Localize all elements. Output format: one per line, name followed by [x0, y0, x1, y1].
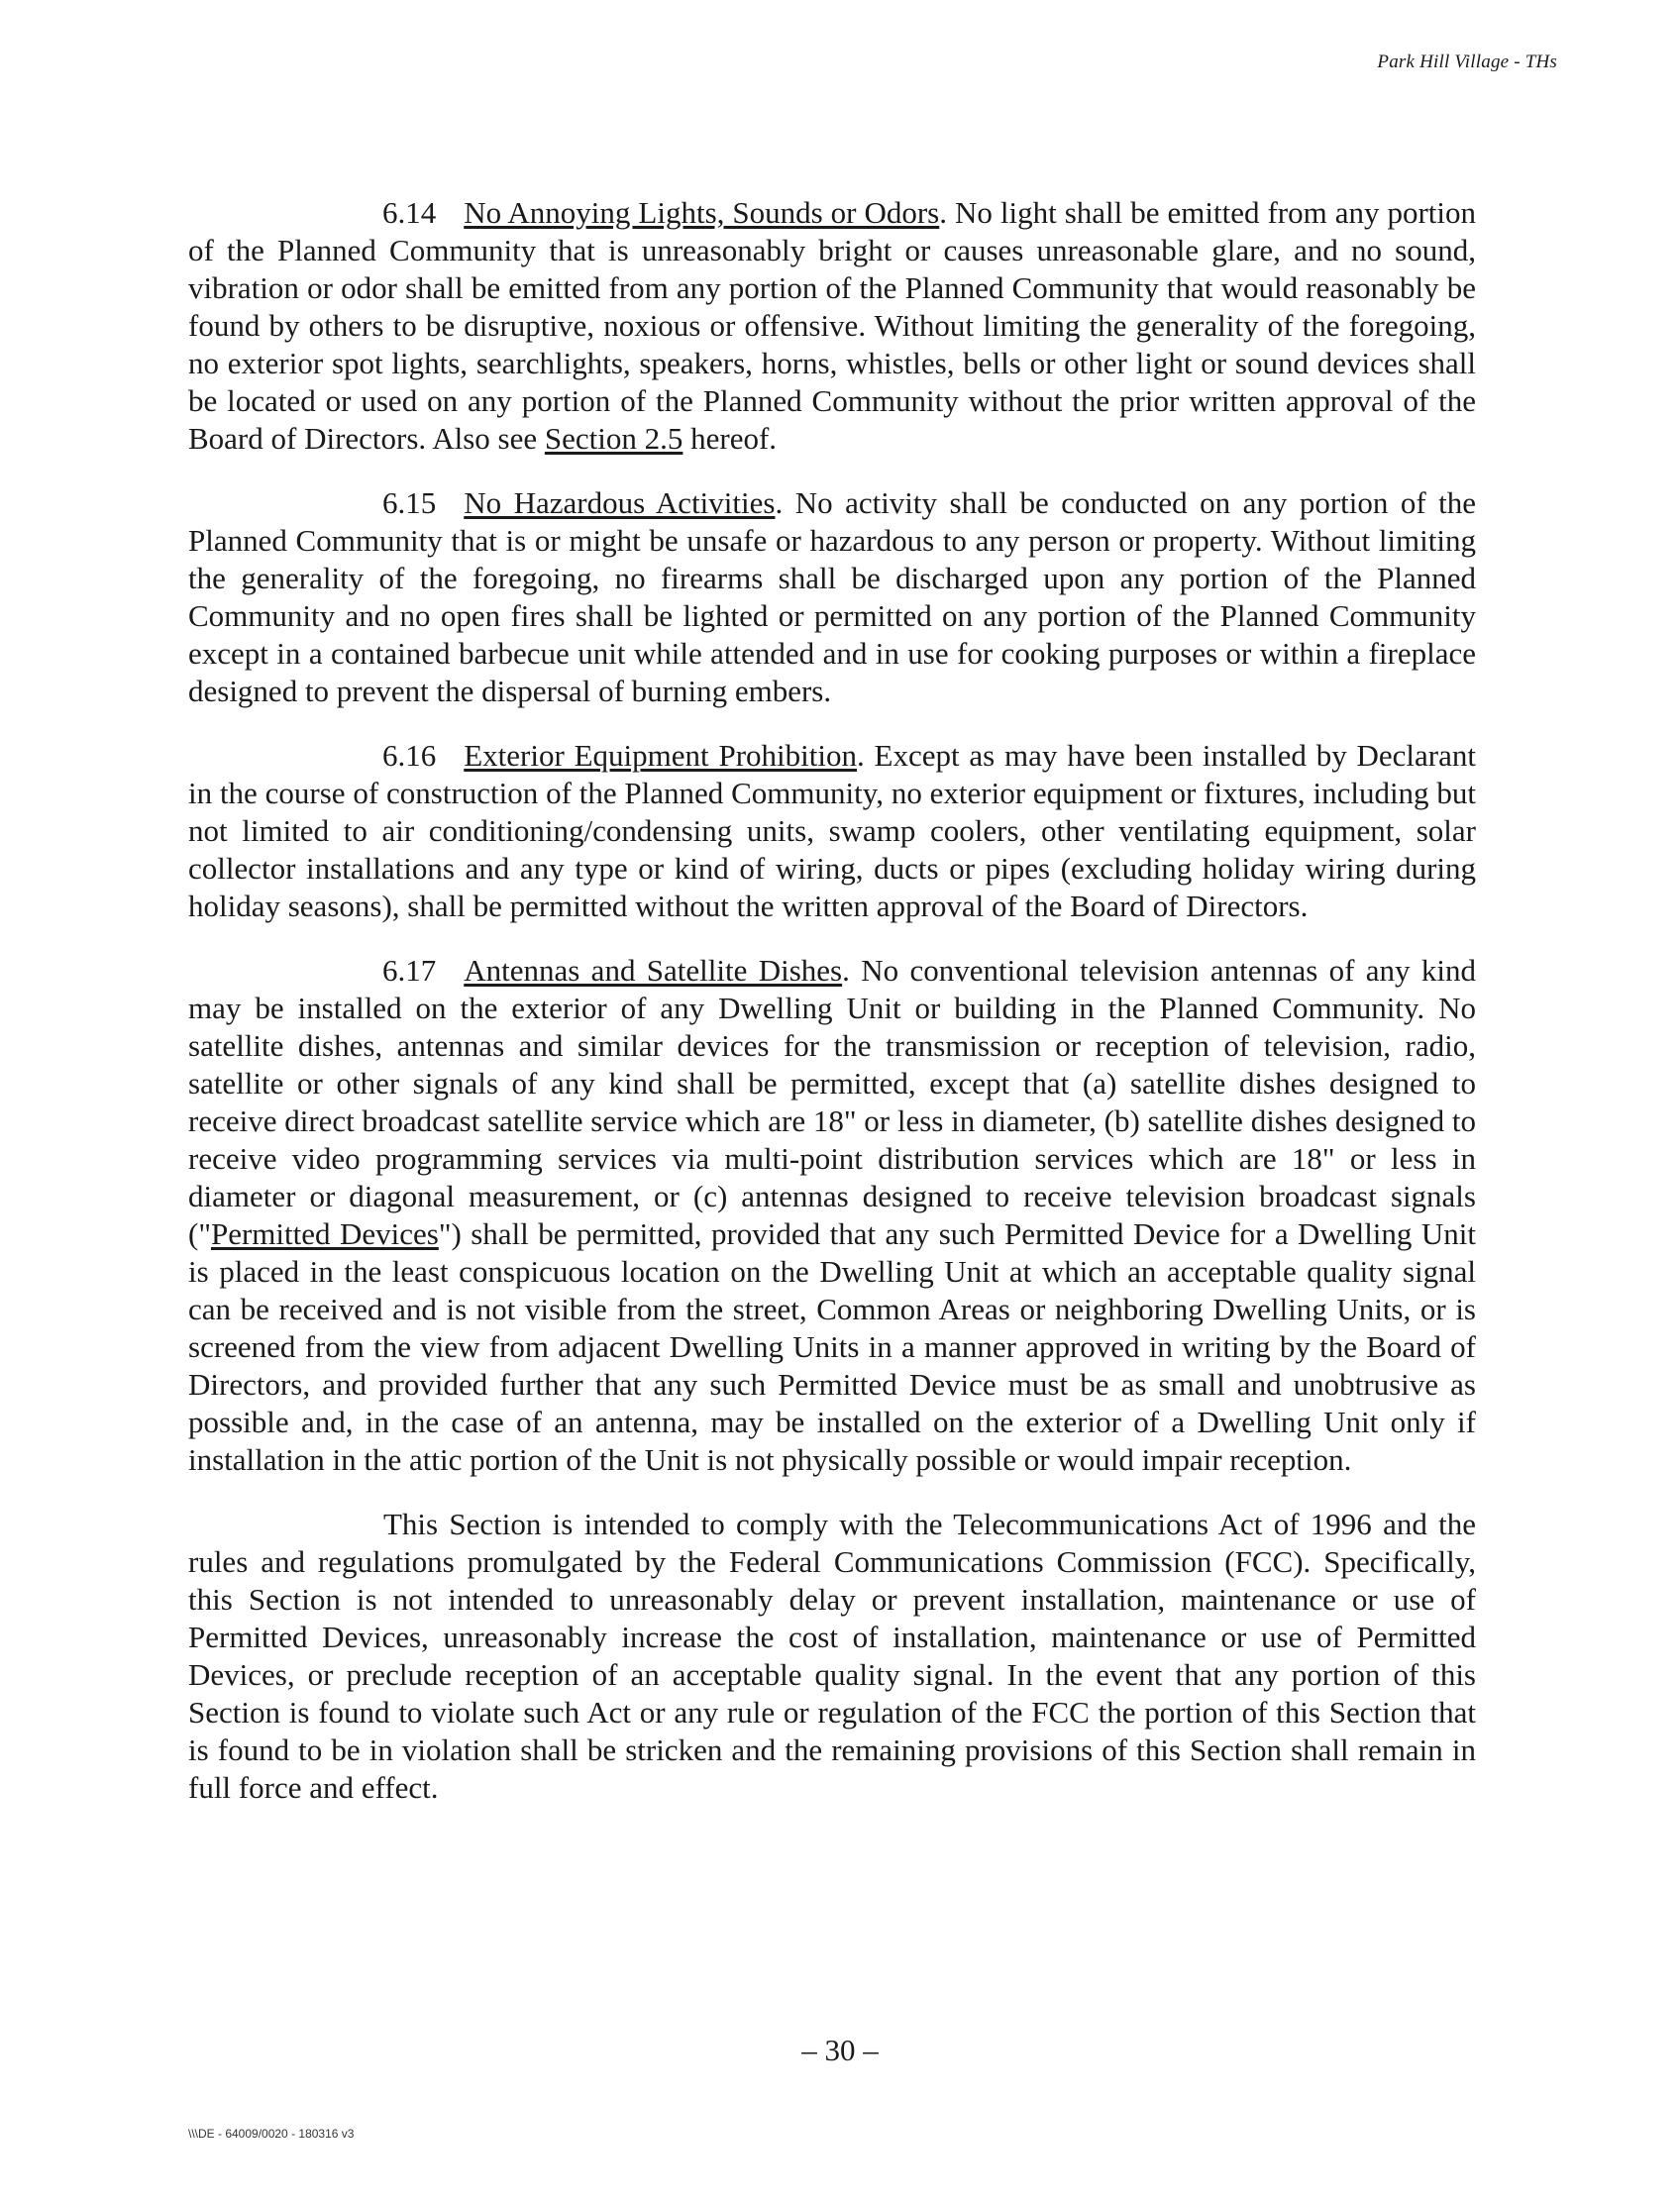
section-text: No light shall be emitted from any portion of the Planned Community that is unreasonably bright or causes unreasonable glare, and no sound, vibration or odor shall be emitted from any portion of the Planned Community that would reasonably be found by others to be disruptive, noxious or offensive. Without limiting the generality of the foregoing, no exterior spot lights, searchlights, speakers, horns, whistles, bells or other light or sound devices shall be located or used on any portion of the Planned Community without the prior written approval of the Board of Directors. Also see: [188, 195, 1477, 456]
running-header: Park Hill Village - THs: [1377, 52, 1557, 72]
document-body: [188, 194, 1476, 1834]
section-text: No activity shall be conducted on any portion of the Planned Community that is or might be unsafe or hazardous to any person or property. Without limiting the generality of the foregoing, no firearms shall be discharged upon any portion of the Planned Community and no open fires shall be lighted or permitted on any portion of the Planned Community except in a contained barbecue unit while attended and in use for cooking purposes or within a fireplace designed to prevent the dispersal of burning embers.: [188, 485, 1477, 708]
section-heading: Exterior Equipment Prohibition: [464, 738, 857, 773]
section-6-16: 6.16 Exterior Equipment Prohibition. Except as may have been installed by Declarant in the course of construction of the Planned Community, no exterior equipment or fixtures, including but not limited to air conditioning/condensing units, swamp coolers, other ventilating equipment, solar collector installations and any type or kind of wiring, ducts or pipes (excluding holiday wiring during holiday seasons), shall be permitted without the written approval of the Board of Directors.: [188, 738, 1476, 923]
section-6-17: 6.17 Antennas and Satellite Dishes. No conventional television antennas of any kind may be installed on the exterior of any Dwelling Unit or building in the Planned Community. No satellite dishes, antennas and similar devices for the transmission or reception of television, radio, satellite or other signals of any kind shall be permitted, except that (a) satellite dishes designed to receive direct broadcast satellite service which are 18" or less in diameter, (b) satellite dishes designed to receive video programming services via multi-point distribution services which are 18" or less in diameter or diagonal measurement, or (c) antennas designed to receive television broadcast signals ("Permitted Devices") shall be permitted, provided that any such Permitted Device for a Dwelling Unit is placed in the least conspicuous location on the Dwelling Unit at which an acceptable quality signal can be received and is not visible from the street, Common Areas or neighboring Dwelling Units, or is screened from the view from adjacent Dwelling Units in a manner approved in writing by the Board of Directors, and provided further that any such Permitted Device must be as small and unobtrusive as possible and, in the case of an antenna, may be installed on the exterior of a Dwelling Unit only if installation in the attic portion of the Unit is not physically possible or would impair reception.: [188, 953, 1477, 1477]
section-heading: Antennas and Satellite Dishes: [464, 953, 843, 988]
section-6-14: 6.14 No Annoying Lights, Sounds or Odors. No light shall be emitted from any portion of the Planned Community that is unreasonably bright or causes unreasonable glare, and no sound, vibration or odor shall be emitted from any portion of the Planned Community that would reasonably be found by others to be disruptive, noxious or offensive. Without limiting the generality of the foregoing, no exterior spot lights, searchlights, speakers, horns, whistles, bells or other light or sound devices shall be located or used on any portion of the Planned Community without the prior written approval of the Board of Directors. Also see Section 2.5 hereof.: [188, 195, 1477, 456]
section-text-end: hereof.: [690, 421, 778, 456]
page-number: – 30 –: [801, 2033, 879, 2067]
section-heading: No Hazardous Activities: [464, 485, 776, 520]
document-reference: \\\DE - 64009/0020 - 180316 v3: [188, 2127, 355, 2141]
section-text: No conventional television antennas of any kind may be installed on the exterior of any Dwelling Unit or building in the Planned Community. No satellite dishes, antennas and similar devices for the transmission or reception of television, radio, satellite or other signals of any kind shall be permitted, except that (a) satellite dishes designed to receive direct broadcast satellite service which are 18" or less in diameter, (b) satellite dishes designed to receive video programming services via multi-point distribution services which are 18" or less in diameter or diagonal measurement, or (c) antennas designed to receive television broadcast signals (": [188, 953, 1477, 1251]
section-heading: No Annoying Lights, Sounds or Odors: [464, 195, 940, 230]
section-6-15: 6.15 No Hazardous Activities. No activity shall be conducted on any portion of the Planned Community that is or might be unsafe or hazardous to any person or property. Without limiting the generality of the foregoing, no firearms shall be discharged upon any portion of the Planned Community and no open fires shall be lighted or permitted on any portion of the Planned Community except in a contained barbecue unit while attended and in use for cooking purposes or within a fireplace designed to prevent the dispersal of burning embers.: [188, 485, 1477, 708]
section-number: 6.14: [382, 195, 437, 230]
closing-paragraph: This Section is intended to comply with the Telecommunications Act of 1996 and the rules and regulations promulgated by the Federal Communications Commission (FCC). Specifically, this Section is not intended to unreasonably delay or prevent installation, maintenance or use of Permitted Devices, unreasonably increase the cost of installation, maintenance or use of Permitted Devices, or preclude reception of an acceptable quality signal. In the event that any portion of this Section is found to violate such Act or any rule or regulation of the FCC the portion of this Section that is found to be in violation shall be stricken and the remaining provisions of this Section shall remain in full force and effect.: [188, 1507, 1476, 1805]
section-number: 6.17: [382, 953, 437, 988]
section-text: Except as may have been installed by Declarant in the course of construction of the Planned Community, no exterior equipment or fixtures, including but not limited to air conditioning/condensing units, swamp coolers, other ventilating equipment, solar collector installations and any type or kind of wiring, ducts or pipes (excluding holiday wiring during holiday seasons), shall be permitted without the written approval of the Board of Directors.: [188, 738, 1476, 923]
section-number: 6.15: [382, 485, 437, 520]
section-cross-reference: Section 2.5: [544, 421, 683, 456]
section-number: 6.16: [382, 738, 437, 773]
section-text-end: ") shall be permitted, provided that any such Permitted Device for a Dwelling Unit is placed in the least conspicuous location on the Dwelling Unit at which an acceptable quality signal can be received and is not visible from the street, Common Areas or neighboring Dwelling Units, or is screened from the view from adjacent Dwelling Units in a manner approved in writing by the Board of Directors, and provided further that any such Permitted Device must be as small and unobtrusive as possible and, in the case of an antenna, may be installed on the exterior of a Dwelling Unit only if installation in the attic portion of the Unit is not physically possible or would impair reception.: [188, 1216, 1476, 1477]
defined-term: Permitted Devices: [210, 1216, 439, 1251]
